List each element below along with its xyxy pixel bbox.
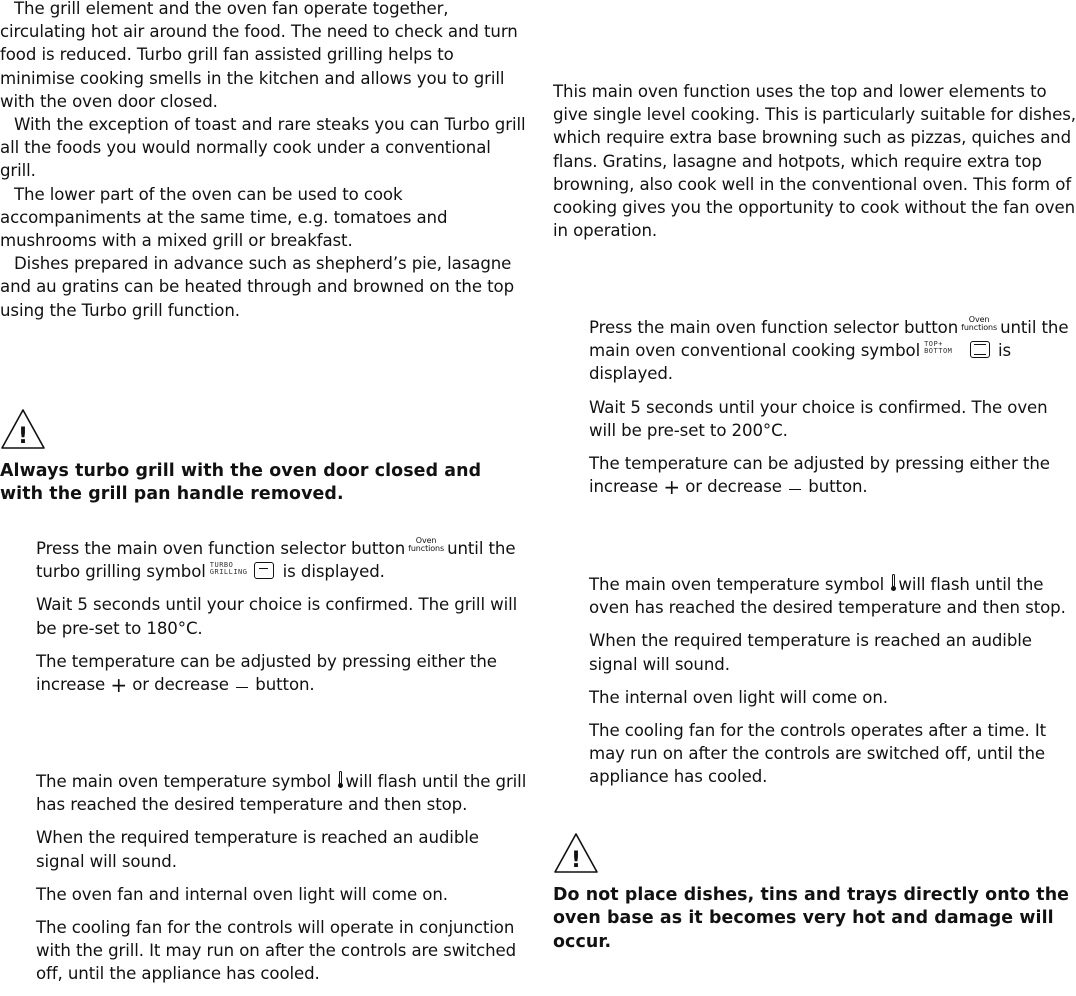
note-cooling-fan: The cooling fan for the controls operates after a time. It may run on after the controls are switched off, until the appliance has cooled. [589, 721, 1047, 787]
warning-text-left: Always turbo grill with the oven door closed and with the grill pan handle removed. [0, 461, 482, 505]
intro-paragraph-4: Dishes prepared in advance such as shepherd’s pie, lasagne and au gratins can be heated through and browned on the top using the Turbo grill function. [0, 254, 515, 320]
turbo-grill-symbol-icon [254, 562, 274, 579]
svg-text:!: ! [17, 424, 29, 449]
warning-triangle-icon [0, 408, 46, 450]
oven-functions-button-icon: Oven functions [408, 536, 445, 553]
note-audible-signal: When the required temperature is reached an audible signal will sound. [589, 631, 1032, 674]
turbo-grilling-label-icon: TURBO GRILLING [209, 560, 248, 577]
intro-paragraph-2: With the exception of toast and rare steaks you can Turbo grill all the foods you would normally cook under a conventional grill. [0, 115, 526, 181]
minus-icon [236, 687, 248, 688]
note-cooling-fan: The cooling fan for the controls will operate in conjunction with the grill. It may run on after the controls are switched off, until the appliance has cooled. [36, 918, 517, 984]
plus-icon: + [110, 673, 127, 698]
plus-icon: + [663, 475, 680, 500]
warning-triangle-icon [553, 832, 599, 874]
thermometer-icon [338, 771, 343, 788]
turbo-grill-steps [36, 537, 528, 707]
oven-functions-button-icon: Oven functions [961, 315, 998, 332]
note-audible-signal: When the required temperature is reached an audible signal will sound. [36, 828, 479, 871]
svg-text:!: ! [570, 848, 582, 873]
warning-block-right [553, 832, 1076, 954]
note-oven-light: The internal oven light will come on. [589, 687, 888, 707]
warning-text-right: Do not place dishes, tins and trays directly onto the oven base as it becomes very hot and damage will occur. [553, 885, 1070, 952]
step-adjust-temperature: The temperature can be adjusted by pressing either the increase + or decrease button. [36, 651, 497, 698]
turbo-grill-notes [36, 770, 528, 996]
conventional-symbol-icon [970, 341, 990, 358]
intro-paragraph-3: The lower part of the oven can be used to cook accompaniments at the same time, e.g. tomatoes and mushrooms with a mixed grill or breakfast. [0, 184, 448, 251]
step-wait-confirm: Wait 5 seconds until your choice is confirmed. The oven will be pre-set to 200°C. [589, 397, 1048, 440]
note-temperature-flash: The main oven temperature symbol will flash until the grill has reached the desired temperature and then stop. [36, 772, 527, 815]
minus-icon [789, 489, 801, 490]
warning-block-left [0, 408, 528, 507]
conventional-notes [589, 573, 1076, 799]
conventional-steps [589, 316, 1076, 509]
top-bottom-label-icon: TOP+ BOTTOM [924, 339, 953, 356]
conventional-intro-paragraph: This main oven function uses the top and lower elements to give single level cooking. This is particularly suitable for dishes, which require extra base browning such as pizzas, quiches and flans. Gratins, lasagne and hotpots, which require extra top browning, also cook well in the conventional oven. This form of cooking gives you the opportunity to cook without the fan oven in operation. [553, 82, 1076, 241]
step-select-function: Press the main oven function selector button Oven functions until the turbo grilling symbol TURBO GRILLING is displayed. [36, 536, 516, 582]
step-adjust-temperature: The temperature can be adjusted by pressing either the increase + or decrease button. [589, 454, 1050, 500]
note-temperature-flash: The main oven temperature symbol will flash until the oven has reached the desired temperature and then stop. [589, 575, 1066, 618]
note-fan-light: The oven fan and internal oven light will come on. [36, 884, 448, 904]
step-wait-confirm: Wait 5 seconds until your choice is confirmed. The grill will be pre-set to 180°C. [36, 595, 518, 638]
thermometer-icon [891, 574, 896, 591]
step-select-function: Press the main oven function selector button Oven functions until the main oven conventional cooking symbol TOP+ BOTTOM is displayed. [589, 315, 1069, 384]
intro-paragraph-1: The grill element and the oven fan operate together, circulating hot air around the food. The need to check and turn food is reduced. Turbo grill fan assisted grilling helps to minimise cooking smells in the kitchen and allows you to grill with the oven door closed. [0, 0, 518, 111]
